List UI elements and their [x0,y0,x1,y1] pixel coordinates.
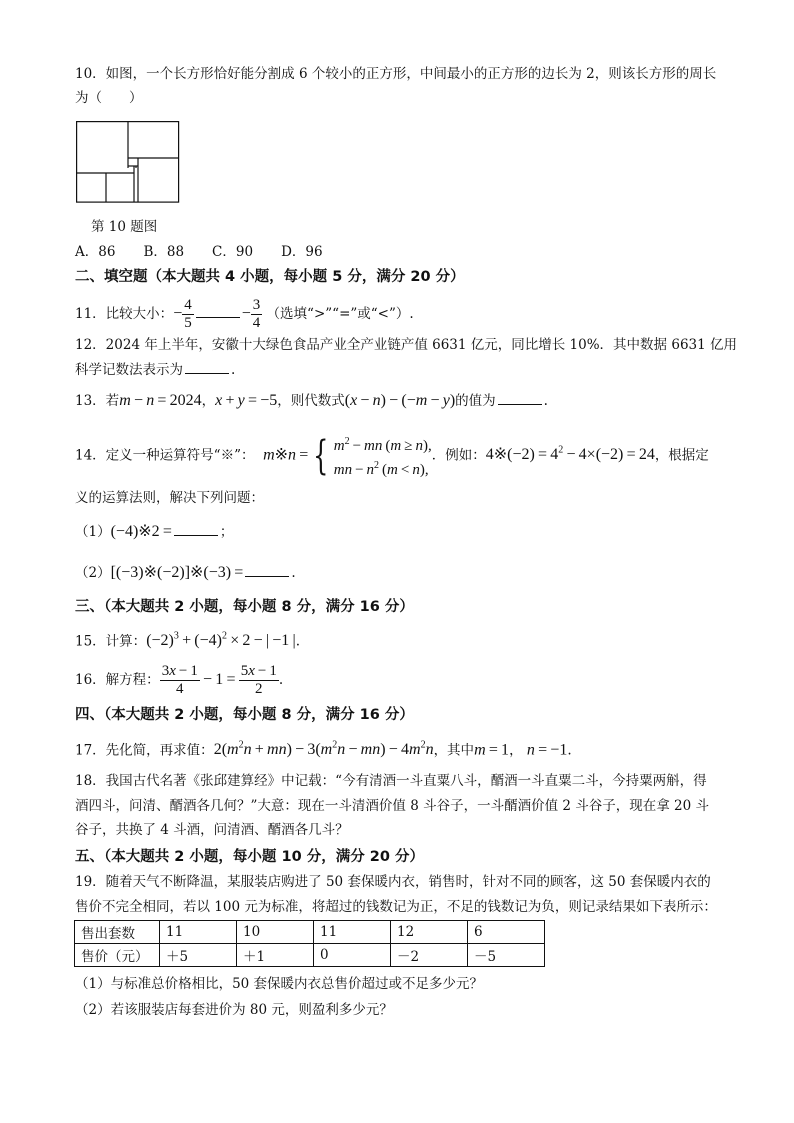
q14-suffix: ，根据定 [654,447,709,464]
table-cell: 11 [314,921,391,944]
q16-prefix: 16．解方程： [75,672,160,688]
q18-line2: 酒四斗，问清、醑酒各几何？”大意：现在一斗清酒价值 8 斗谷子，一斗醑酒价值 2 斗谷子，现在拿 20 斗 [75,798,710,814]
q11-minus-2: − [241,305,251,322]
q13-prefix: 13．若 [75,393,120,409]
table-cell: －2 [391,944,468,967]
q14-sub1: （1）(−4)※2 = ； [75,523,234,540]
q10-line1: 10．如图，一个长方形恰好能分割成 6 个较小的正方形，中间最小的正方形的边长为 2，则该长方形的周长 [75,66,717,82]
q10-option-d: D．96 [281,244,323,260]
q13-cond-2: x [215,392,223,409]
q12-line1: 12．2024 年上半年，安徽十大绿色食品产业全产业链产值 6631 亿元，同比增长 10%．其中数据 6631 亿用 [75,337,737,353]
q14-prefix: 14．定义一种运算符号“※”： [75,447,255,464]
table-row-label: 售出套数 [75,921,160,944]
q13-mid: ，则代数式 [277,393,345,409]
q10-line2: 为（ ） [75,90,143,106]
q14-brace: { [313,432,329,479]
q19-line2: 售价不完全相同，若以 100 元为标准，将超过的钱数记为正，不足的钱数记为负，则记录结果如下表所示： [75,899,717,915]
q14-sub1-expression: (−4)※2 = [110,523,172,540]
q16-fraction-right: $\frac{5x - 1}{2}$ [240,663,277,697]
table-row [75,921,545,944]
q14-sub1-blank[interactable] [174,522,218,536]
q18-line1: 18．我国古代名著《张邱建算经》中记载：“今有清酒一斗直粟八斗，醑酒一斗直粟二斗，今持粟两斛，得 [75,773,707,789]
table-cell: 6 [468,921,545,944]
q13-expression: (x − n) − (−m − y) [344,392,456,409]
table-cell: －5 [468,944,545,967]
q11-fraction-3-4: $\frac{3}{4}$ [252,297,261,331]
section-5-title: 五、（本大题共 2 小题，每小题 10 分，满分 20 分） [75,849,424,865]
q16: 16．解方程： $\frac{3x - 1}{4}$ − 1 = $\frac{5x - 1}{2}$ . [75,663,284,697]
q10-option-b: B．88 [143,244,185,260]
q12-line2-text: 科学记数法表示为 [75,362,183,378]
section-2-title: 二、填空题（本大题共 4 小题，每小题 5 分，满分 20 分） [75,269,465,285]
q11-answer-blank[interactable] [196,304,240,318]
table-row-label: 售价（元） [75,944,160,967]
q14-example-label: ．例如： [431,447,486,464]
q14-example: 4※(−2) = $4^2 - 4\times(-2) = 24$ [485,445,655,464]
table-cell: 12 [391,921,468,944]
q17-mid: ，其中 [433,742,475,759]
q19-sub2: （2）若该服装店每套进价为 80 元，则盈利多少元？ [75,1002,393,1018]
q18-line3: 谷子，共换了 4 斗酒，问清酒、醑酒各几斗？ [75,822,349,838]
table-cell: 10 [237,921,314,944]
q17-expression: $2(m^2n + mn) - 3(m^2n - mn) - 4m^2n$ [213,740,434,759]
q15-expression: $(-2)^3 + (-4)^2 \times 2$ − | −1 | [146,631,296,650]
q13-cond-1: m [119,392,131,409]
q15: 15．计算：$(-2)^3 + (-4)^2 \times 2$ − | −1 |. [75,631,300,650]
q10-option-a: A．86 [75,244,116,260]
q14-sub2-label: （2） [75,565,111,581]
q17-values: m = 1 [474,741,510,759]
q14-sub1-label: （1） [75,524,111,540]
q11-note: （选填“>”“=”或“<”）. [266,306,414,322]
q10-rectangle-figure [76,121,180,203]
q13-suffix: 的值为 [455,393,496,409]
table-cell: 0 [314,944,391,967]
q11-minus-1: − [173,305,183,322]
q17: 17．先化简，再求值：$2(m^2n + mn) - 3(m^2n - mn) - 4m^2n$，其中m = 1， n = −1. [75,740,572,759]
section-3-title: 三、（本大题共 2 小题，每小题 8 分，满分 16 分） [75,599,414,615]
table-cell: ＋5 [160,944,237,967]
q12-answer-blank[interactable] [185,360,229,374]
q14-line2: 义的运算法则，解决下列问题： [75,490,264,506]
q11 [75,294,414,334]
section-4-title: 四、（本大题共 2 小题，每小题 8 分，满分 16 分） [75,707,414,723]
q14-line1: 14．定义一种运算符号“※”： m※n = { $m^2$ − mn (m ≥ n), mn − $n^2$ (m < n), ．例如：4※(−2) = $4^2 - 4\times(-2) = 24$，根据定 [75,432,709,479]
q13-answer-blank[interactable] [498,391,542,405]
q11-prefix: 11．比较大小： [75,306,174,322]
table-row [75,944,545,967]
q14-sub2: （2）[(−3)※(−2)]※(−3) = . [75,564,296,581]
q15-prefix: 15．计算： [75,633,147,650]
q14-definition-lhs: m [263,446,275,464]
q17-prefix: 17．先化简，再求值： [75,742,214,759]
q11-fraction-4-5: $\frac{4}{5}$ [184,297,192,331]
q19-line1: 19．随着天气不断降温，某服装店购进了 50 套保暖内衣，销售时，针对不同的顾客，这 50 套保暖内衣的 [75,874,711,890]
q12-line2: 科学记数法表示为 . [75,362,236,378]
q10-figure-caption: 第 10 题图 [91,219,158,235]
q10-option-c: C．90 [212,244,254,260]
table-cell: ＋1 [237,944,314,967]
q14-sub2-expression: [(−3)※(−2)]※(−3) = [110,564,244,581]
q16-fraction-left: $\frac{3x - 1}{4}$ [161,663,198,697]
q14-cases: $m^2$ − mn (m ≥ n), mn − $n^2$ (m < n), [333,435,432,478]
q10-options [75,243,323,261]
table-cell: 11 [160,921,237,944]
q13: 13．若m − n = 2024，x + y = −5，则代数式(x − n) − (−m − y)的值为 . [75,392,548,409]
q14-sub2-blank[interactable] [245,563,289,577]
q19-sales-table [74,920,545,967]
q19-sub1: （1）与标准总价格相比，50 套保暖内衣总售价超过或不足多少元？ [75,976,484,992]
